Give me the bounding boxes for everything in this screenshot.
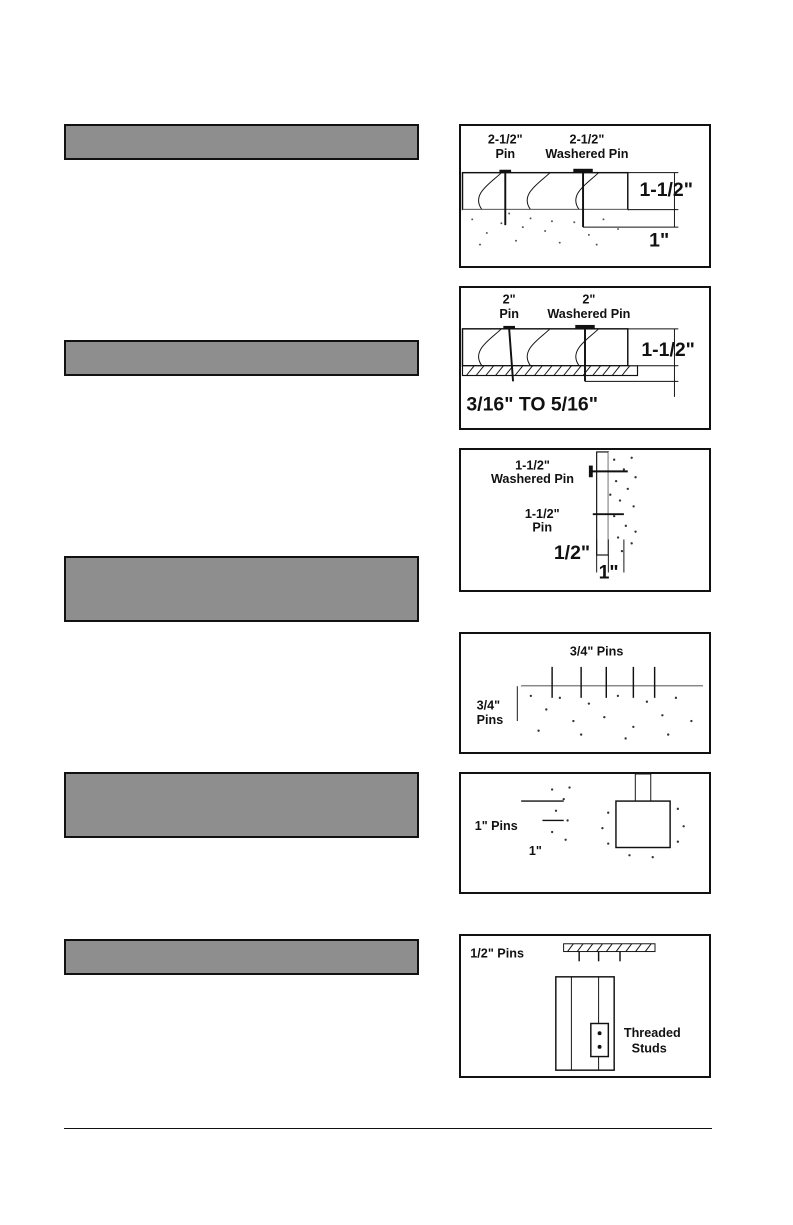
- fig4-top-label: 3/4" Pins: [569, 644, 624, 659]
- fig2-dim-right: 1-1/2": [641, 339, 695, 362]
- fig4-substrate: [521, 686, 703, 744]
- fig6-stud-2: [598, 1045, 602, 1049]
- fig6-stud-plate: [591, 1024, 609, 1057]
- fig5-duct-stem: [635, 774, 650, 801]
- fig1-washered-size: 2-1/2": [569, 132, 605, 147]
- figure-3-drawing: [461, 450, 709, 590]
- section-heading-bar-4: [64, 772, 419, 838]
- figure-pin-length-1: [459, 772, 711, 894]
- fig2-washered-size: 2": [582, 292, 596, 307]
- fig1-pin-word: Pin: [495, 147, 516, 162]
- fig1-dim-bottom: 1": [649, 229, 670, 252]
- fig3-dim-half: 1/2": [553, 541, 591, 564]
- fig3-washer: [589, 466, 593, 478]
- fig1-pin-head: [499, 170, 511, 173]
- fig2-washer: [575, 325, 594, 329]
- section-heading-bar-5: [64, 939, 419, 975]
- fig3-board: [597, 452, 609, 555]
- fig6-pins-label: 1/2" Pins: [470, 946, 524, 961]
- fig3-pin-size: 1-1/2": [524, 507, 560, 522]
- figure-pin-length-2: [459, 286, 711, 430]
- fig2-dim-bottom: 3/16" TO 5/16": [466, 393, 598, 416]
- fig1-washered-word: Washered Pin: [545, 147, 629, 162]
- fig2-metal-plate: [463, 366, 638, 376]
- section-heading-bar-1: [64, 124, 419, 160]
- fig1-dim-top: 1-1/2": [639, 179, 693, 201]
- fig4-side-label-a: 3/4": [476, 698, 501, 713]
- fig3-washered-size: 1-1/2": [515, 458, 550, 473]
- fig1-substrate: [463, 210, 628, 249]
- fig2-pin-word: Pin: [499, 307, 519, 322]
- figure-2-drawing: [461, 288, 709, 428]
- fig1-washer: [573, 169, 592, 173]
- fig6-stud-1: [598, 1031, 602, 1035]
- fig3-wall: [608, 452, 637, 555]
- figure-4-drawing: [461, 634, 709, 752]
- fig2-pin-head: [503, 326, 515, 329]
- fig4-side-label-b: Pins: [476, 712, 504, 727]
- footer-rule: [64, 1128, 712, 1129]
- figure-6-drawing: [461, 936, 709, 1076]
- fig1-pin-size: 2-1/2": [487, 132, 523, 147]
- fig5-pins-label: 1" Pins: [474, 819, 518, 834]
- figure-5-drawing: [461, 774, 709, 892]
- fig1-board: [463, 173, 628, 210]
- fig2-pin-size: 2": [502, 292, 516, 307]
- figure-pin-length-2-5: [459, 124, 711, 268]
- fig2-board: [463, 329, 628, 366]
- fig5-wall: [546, 784, 573, 846]
- figure-pin-length-0-75: [459, 632, 711, 754]
- section-heading-bar-3: [64, 556, 419, 622]
- section-heading-bar-2: [64, 340, 419, 376]
- fig6-studs-a: Threaded: [623, 1026, 681, 1041]
- figure-pin-length-0-5: [459, 934, 711, 1078]
- fig3-dim-one: 1": [598, 561, 619, 584]
- figure-1-drawing: [461, 126, 709, 266]
- fig2-washered-word: Washered Pin: [547, 307, 631, 322]
- fig6-studs-b: Studs: [631, 1041, 667, 1056]
- fig3-pin-word: Pin: [532, 520, 553, 535]
- fig3-washered-word: Washered Pin: [490, 472, 575, 487]
- fig5-dim: 1": [528, 844, 542, 859]
- fig5-duct-box: [616, 801, 670, 847]
- figure-pin-length-1-5: [459, 448, 711, 592]
